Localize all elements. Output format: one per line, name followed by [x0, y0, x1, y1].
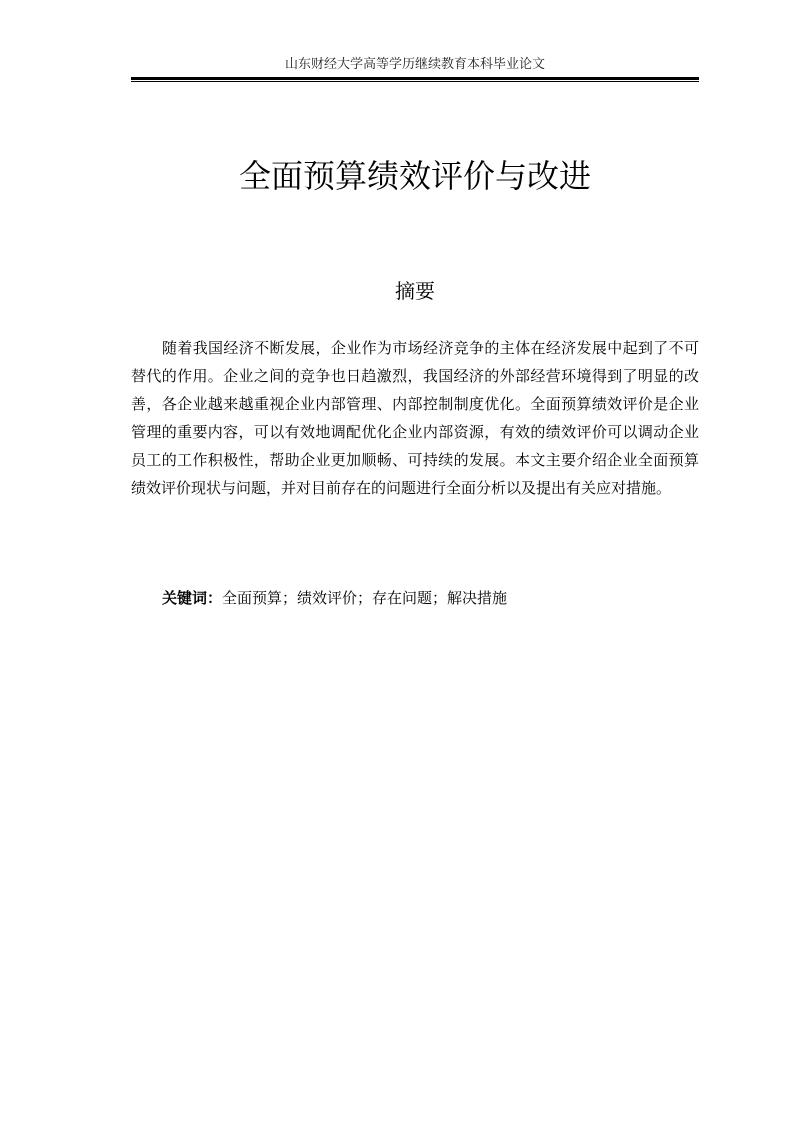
- abstract-body: 随着我国经济不断发展，企业作为市场经济竞争的主体在经济发展中起到了不可替代的作用。企业之间的竞争也日趋激烈，我国经济的外部经营环境得到了明显的改善，各企业越来越重视企业内部管理、内部控制制度优化。全面预算绩效评价是企业管理的重要内容，可以有效地调配优化企业内部资源，有效的绩效评价可以调动企业员工的工作积极性，帮助企业更加顺畅、可持续的发展。本文主要介绍企业全面预算绩效评价现状与问题，并对目前存在的问题进行全面分析以及提出有关应对措施。: [131, 339, 699, 497]
- keywords-line: [162, 586, 699, 610]
- header-rule-thick: [131, 77, 699, 80]
- header-rule-thin: [131, 81, 699, 82]
- paper-title: 全面预算绩效评价与改进: [238, 157, 591, 195]
- running-header: 山东财经大学高等学历继续教育本科毕业论文: [284, 57, 545, 72]
- abstract-heading: 摘要: [395, 279, 435, 303]
- keywords-label: 关键词：: [162, 589, 223, 607]
- keywords-text: 全面预算；绩效评价；存在问题；解决措施: [222, 589, 508, 607]
